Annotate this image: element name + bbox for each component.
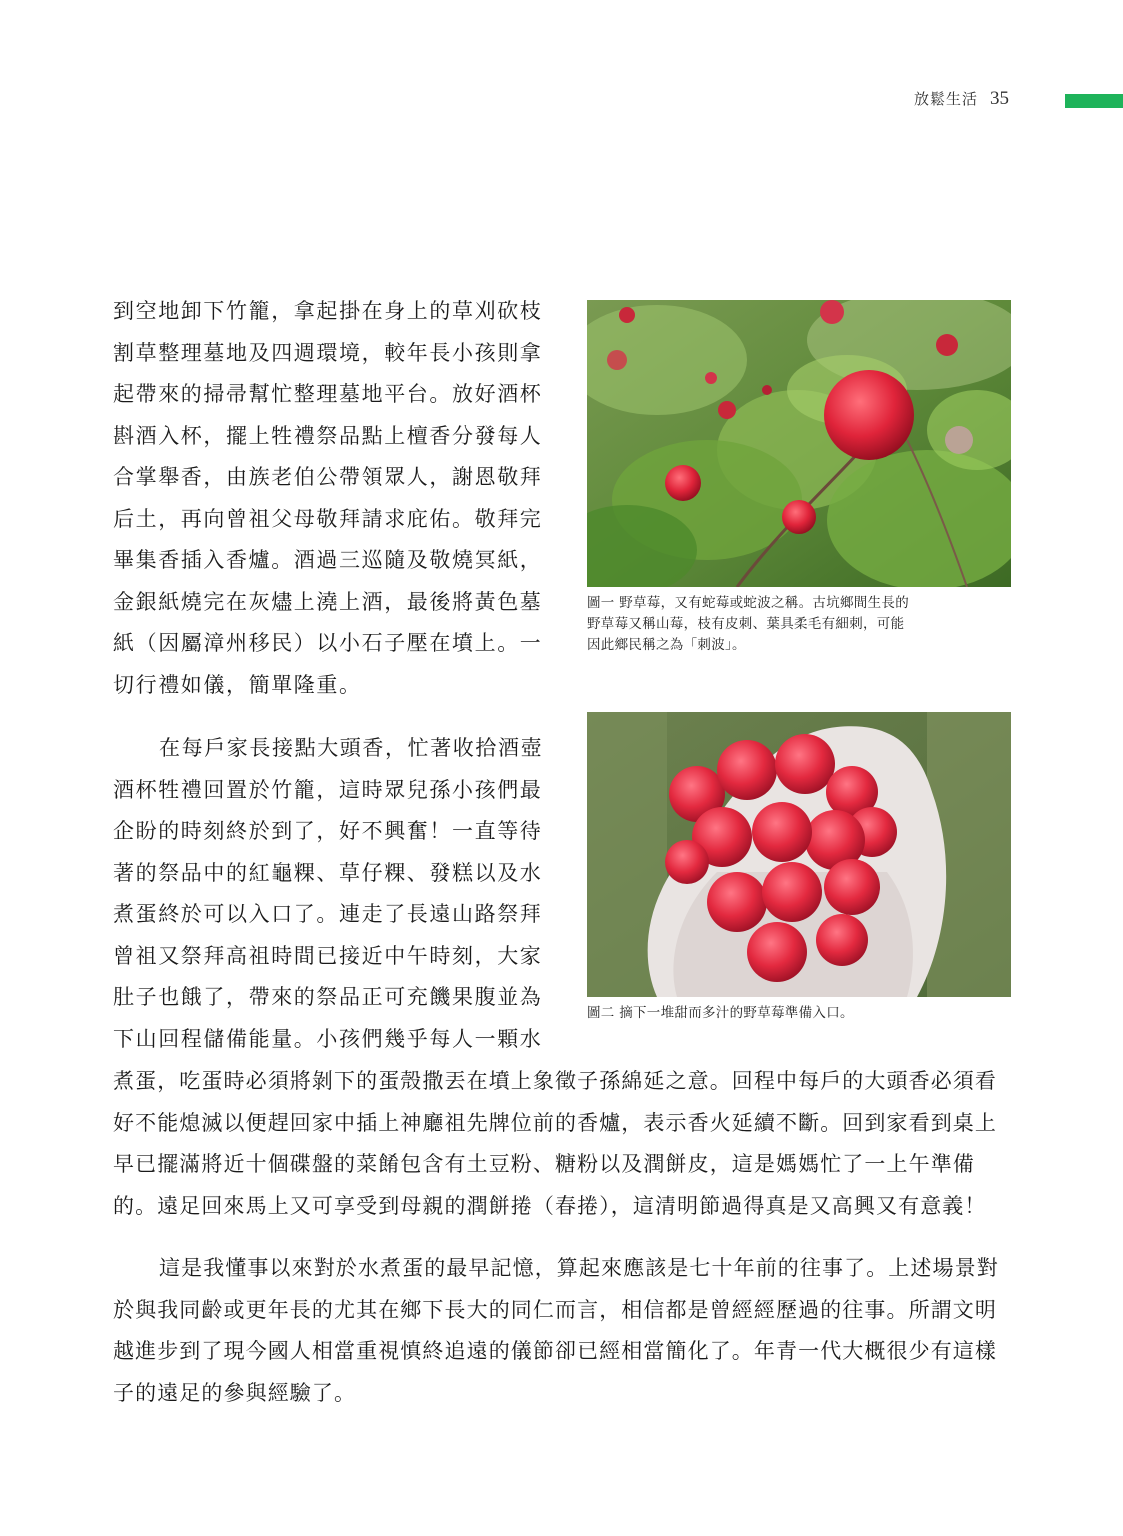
caption-line: 野草莓又稱山莓，枝有皮刺、葉具柔毛有細刺，可能 (587, 616, 905, 632)
section-accent-bar (1065, 94, 1123, 108)
text-line: 酒杯牲禮回置於竹籠，這時眾兒孫小孩們最 (113, 777, 543, 802)
text-line: 的。遠足回來馬上又可享受到母親的潤餅捲（春捲），這清明節過得真是又高興又有意義！ (113, 1193, 987, 1218)
text-line: 畢集香插入香爐。酒過三巡隨及敬燒冥紙， (113, 548, 543, 572)
text-line: 起帶來的掃帚幫忙整理墓地平台。放好酒杯 (113, 382, 543, 406)
text-line: 曾祖又祭拜高祖時間已接近中午時刻，大家 (113, 943, 543, 968)
paragraph-1 (113, 291, 542, 706)
paragraph-2 (113, 728, 543, 1060)
running-header (914, 88, 1009, 110)
text-line: 割草整理墓地及四週環境，較年長小孩則拿 (113, 340, 543, 365)
text-line: 斟酒入杯，擺上牲禮祭品點上檀香分發每人 (113, 423, 543, 448)
caption-line: 因此鄉民稱之為「刺波」。 (587, 637, 746, 653)
caption-line: 圖二 摘下一堆甜而多汁的野草莓準備入口。 (587, 1005, 854, 1021)
text-line: 煮蛋，吃蛋時必須將剝下的蛋殼撒丟在墳上象徵子孫綿延之意。回程中每戶的大頭香必須看 (113, 1069, 997, 1093)
text-line: 著的祭品中的紅龜粿、草仔粿、發糕以及水 (113, 860, 543, 885)
text-line: 紙（因屬漳州移民）以小石子壓在墳上。一 (113, 631, 543, 655)
section-name: 放鬆生活 (913, 90, 978, 108)
paragraph-2-continued (113, 1061, 997, 1227)
paragraph-3 (113, 1248, 999, 1414)
text-line: 肚子也餓了，帶來的祭品正可充饑果腹並為 (113, 985, 543, 1009)
text-line: 煮蛋終於可以入口了。連走了長遠山路祭拜 (113, 902, 543, 926)
text-line: 子的遠足的參與經驗了。 (113, 1380, 357, 1405)
text-line: 企盼的時刻終於到了，好不興奮！一直等待 (113, 819, 543, 843)
caption-line: 圖一 野草莓，又有蛇莓或蛇波之稱。古坑鄉間生長的 (587, 595, 909, 611)
text-line: 后土，再向曾祖父母敬拜請求庇佑。敬拜完 (113, 506, 543, 531)
figure-2-caption (587, 1003, 1017, 1024)
text-line: 好不能熄滅以便趕回家中插上神廳祖先牌位前的香爐，表示香火延續不斷。回到家看到桌上 (113, 1110, 997, 1135)
text-line: 早已擺滿將近十個碟盤的菜餚包含有土豆粉、糖粉以及潤餅皮，這是媽媽忙了一上午準備 (113, 1152, 975, 1176)
text-line: 金銀紙燒完在灰燼上澆上酒，最後將黃色墓 (113, 589, 543, 614)
text-line: 在每戶家長接點大頭香，忙著收拾酒壺 (159, 736, 544, 760)
text-line: 切行禮如儀，簡單隆重。 (113, 672, 362, 697)
wild-raspberry-plant-photo (587, 300, 1011, 587)
text-line: 於與我同齡或更年長的尤其在鄉下長大的同仁而言，相信都是曾經經歷過的往事。所謂文明 (113, 1297, 997, 1322)
page-number: 35 (990, 88, 1009, 109)
text-line: 越進步到了現今國人相當重視慎終追遠的儀節卻已經相當簡化了。年青一代大概很少有這樣 (113, 1339, 997, 1363)
figure-1-caption (587, 593, 1017, 656)
text-line: 下山回程儲備能量。小孩們幾乎每人一顆水 (113, 1026, 543, 1051)
text-line: 合掌舉香，由族老伯公帶領眾人，謝恩敬拜 (113, 465, 543, 489)
text-line: 這是我懂事以來對於水煮蛋的最早記憶，算起來應該是七十年前的往事了。上述場景對 (159, 1256, 999, 1280)
hand-holding-raspberries-photo (587, 712, 1011, 997)
text-line: 到空地卸下竹籠，拿起掛在身上的草刈砍枝 (113, 299, 543, 323)
